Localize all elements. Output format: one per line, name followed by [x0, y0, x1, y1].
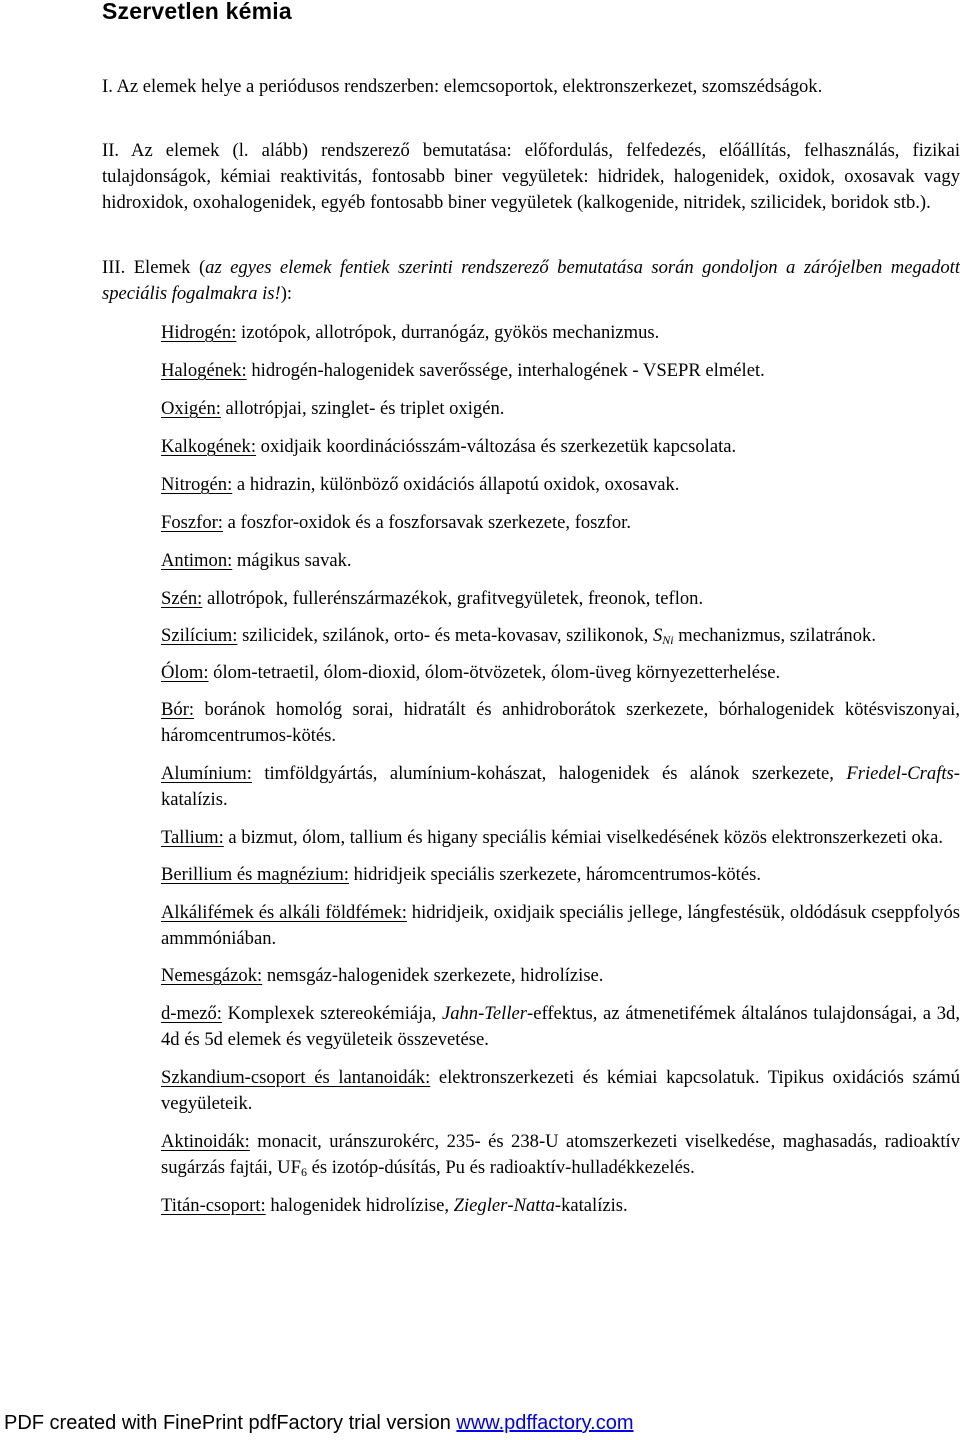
element-item — [161, 434, 960, 460]
element-item — [161, 1193, 960, 1219]
footer-text: PDF created with FinePrint pdfFactory trial version — [4, 1412, 457, 1434]
element-item — [161, 358, 960, 384]
element-item-text: -katalízis. — [554, 1195, 628, 1216]
element-item-label: Alkálifémek és alkáli földfémek: — [161, 902, 407, 923]
element-item-text: halogenidek hidrolízise, — [265, 1195, 454, 1216]
element-item — [161, 1129, 960, 1181]
element-item-symbol: S — [652, 625, 663, 646]
element-item-name-italic: Friedel — [846, 763, 902, 784]
element-item-text: hidridjeik, oxidjaik speciális jellege, lángfestésük, oldódásuk cseppfolyós ammmóniában. — [161, 902, 960, 949]
element-item-text: allotrópjai, szinglet- és triplet oxigén. — [220, 398, 505, 419]
element-item-label: Szén: — [161, 588, 203, 609]
element-item — [161, 548, 960, 574]
element-item — [161, 1001, 960, 1053]
element-item-text: timföldgyártás, alumínium-kohászat, halogenidek és alánok szerkezete, — [251, 763, 847, 784]
element-item-name-italic: Jahn — [441, 1003, 479, 1024]
element-item-label: Szkandium-csoport és lantanoidák: — [161, 1067, 431, 1088]
element-item-name-italic: Ziegler — [453, 1195, 508, 1216]
element-item-text: hidrogén-halogenidek saverőssége, interhalogének - VSEPR elmélet. — [246, 360, 765, 381]
element-item — [161, 396, 960, 422]
element-item-text: -katalízis. — [161, 763, 960, 810]
element-item-label: Kalkogének: — [161, 436, 257, 457]
element-item-text: mechanizmus, szilatránok. — [673, 625, 876, 646]
section-iii-italic: az egyes elemek fentiek szerinti rendszerező bemutatása során gondoljon a zárójelben megadott speciális fogalmakra is! — [102, 257, 960, 304]
element-item-label: Antimon: — [161, 550, 233, 571]
element-item-label: Titán-csoport: — [161, 1195, 266, 1216]
element-item-hyphen: - — [507, 1195, 514, 1216]
element-item-label: Nitrogén: — [161, 474, 233, 495]
element-item-text: allotrópok, fullerénszármazékok, grafitvegyületek, freonok, teflon. — [202, 588, 704, 609]
element-item-text: nemsgáz-halogenidek szerkezete, hidrolízise. — [262, 965, 604, 986]
element-item-subscript: Ni — [662, 633, 674, 647]
element-item-text: a hidrazin, különböző oxidációs állapotú oxidok, oxosavak. — [232, 474, 680, 495]
element-item-text: monacit, uránszurokérc, 235- és 238-U atomszerkezeti viselkedése, maghasadás, radioaktív sugárzás fajtái, UF — [161, 1131, 960, 1178]
element-item — [161, 862, 960, 888]
element-item-text: oxidjaik koordinációsszám-változása és szerkezetük kapcsolata. — [256, 436, 737, 457]
footer-link[interactable]: www.pdffactory.com — [456, 1412, 634, 1434]
section-iii — [102, 255, 960, 307]
element-item-text: a foszfor-oxidok és a foszforsavak szerkezete, foszfor. — [222, 512, 631, 533]
element-item-text: boránok homológ sorai, hidratált és anhidroborátok szerkezete, bórhalogenidek kötésviszonyai, háromcentrumos-kötés. — [161, 699, 960, 746]
element-item-subscript: 6 — [300, 1165, 307, 1179]
element-item-text: szilicidek, szilánok, orto- és meta-kovasav, szilikonok, — [237, 625, 653, 646]
element-item-text: és izotóp-dúsítás, Pu és radioaktív-hulladékkezelés. — [306, 1157, 695, 1178]
element-item — [161, 900, 960, 952]
element-item-label: Tallium: — [161, 827, 224, 848]
element-item — [161, 660, 960, 686]
element-item-label: Hidrogén: — [161, 322, 237, 343]
element-item — [161, 697, 960, 749]
element-item-label: Oxigén: — [161, 398, 221, 419]
element-item — [161, 320, 960, 346]
element-item-label: Szilícium: — [161, 625, 238, 646]
element-item — [161, 825, 960, 851]
element-item-label: Nemesgázok: — [161, 965, 263, 986]
element-item-text: elektronszerkezeti és kémiai kapcsolatuk. Tipikus oxidációs számú vegyületeik. — [161, 1067, 960, 1114]
element-item-text: Komplexek sztereokémiája, — [221, 1003, 442, 1024]
element-item — [161, 623, 960, 649]
section-iii-suffix: ): — [280, 283, 293, 304]
element-item-hyphen: - — [901, 763, 908, 784]
element-item-name-italic: Natta — [513, 1195, 555, 1216]
element-item — [161, 963, 960, 989]
element-item — [161, 510, 960, 536]
element-item-label: Ólom: — [161, 662, 209, 683]
section-ii: II. Az elemek (l. alább) rendszerező bemutatása: előfordulás, felfedezés, előállítás, felhasználás, fizikai tulajdonságok, kémiai reaktivitás, fontosabb biner vegyületek: hidridek, halogenidek, oxidok, oxosavak vagy hidroxidok, oxohalogenidek, egyéb fontosabb biner vegyületek (kalkogenide, nitridek, szilicidek, boridok stb.). — [102, 140, 960, 213]
element-item-label: d-mező: — [161, 1003, 222, 1024]
element-item — [161, 586, 960, 612]
element-item-label: Alumínium: — [161, 763, 252, 784]
element-item — [161, 472, 960, 498]
element-item-label: Aktinoidák: — [161, 1131, 250, 1152]
element-item-name-italic: Crafts — [907, 763, 954, 784]
element-item-name-italic: Teller — [484, 1003, 528, 1024]
element-item-text: mágikus savak. — [232, 550, 352, 571]
element-item-label: Bór: — [161, 699, 195, 720]
element-item-text: a bizmut, ólom, tallium és higany speciális kémiai viselkedésének közös elektronszerkezeti oka. — [223, 827, 944, 848]
element-item-hyphen: - — [478, 1003, 485, 1024]
element-item-label: Foszfor: — [161, 512, 223, 533]
section-iii-prefix: III. Elemek ( — [102, 257, 206, 278]
element-item-text: hidridjeik speciális szerkezete, háromcentrumos-kötés. — [348, 864, 761, 885]
page-title: Szervetlen kémia — [102, 0, 292, 24]
element-item-label: Halogének: — [161, 360, 247, 381]
pdf-footer — [4, 1410, 634, 1436]
element-item-text: -effektus, az átmenetifémek általános tulajdonságai, a 3d, 4d és 5d elemek és vegyületeik összevetése. — [161, 1003, 960, 1050]
element-item — [161, 761, 960, 813]
element-list — [161, 320, 960, 1219]
element-item-text: ólom-tetraetil, ólom-dioxid, ólom-ötvözetek, ólom-üveg környezetterhelése. — [208, 662, 781, 683]
section-i: I. Az elemek helye a periódusos rendszerben: elemcsoportok, elektronszerkezet, szomszédságok. — [102, 76, 823, 97]
element-item — [161, 1065, 960, 1117]
element-item-label: Berillium és magnézium: — [161, 864, 349, 885]
element-item-text: izotópok, allotrópok, durranógáz, gyökös mechanizmus. — [236, 322, 660, 343]
